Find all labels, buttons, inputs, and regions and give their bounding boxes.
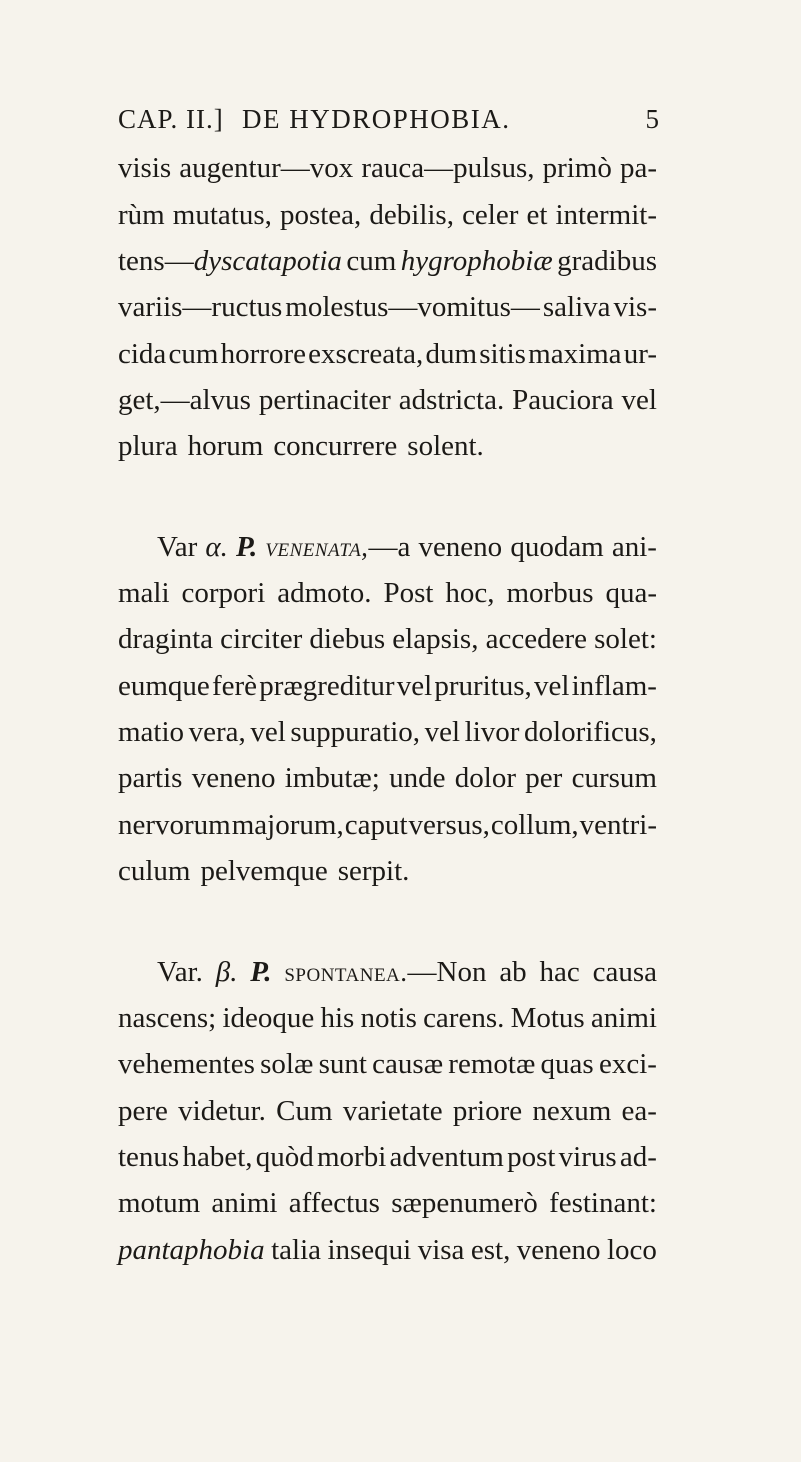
text-line <box>118 146 657 190</box>
word: remotæ <box>448 1048 536 1080</box>
word: affectus <box>288 1187 380 1219</box>
word: maxima <box>528 338 622 370</box>
word: sunt <box>318 1048 367 1080</box>
word: Pauciora <box>512 384 614 416</box>
genus-abbreviation: P. <box>250 956 272 988</box>
word: versus, <box>408 809 490 841</box>
word: quòd <box>255 1141 314 1173</box>
word: hoc, <box>445 577 495 609</box>
word: carens. <box>423 1002 505 1034</box>
word: varietate <box>342 1095 443 1127</box>
word: rùm <box>118 199 165 231</box>
text-line <box>118 332 657 376</box>
word-group <box>118 239 342 283</box>
word: exci- <box>598 1048 657 1080</box>
word: augentur—vox <box>179 152 354 184</box>
word: et <box>526 199 548 231</box>
word: vera, <box>188 716 246 748</box>
word: per <box>525 762 563 794</box>
word: qua- <box>605 577 657 609</box>
word: saliva <box>542 291 611 323</box>
word: admoto. <box>277 577 372 609</box>
word: collum, <box>490 809 579 841</box>
word: Cum <box>276 1095 333 1127</box>
word: quas <box>540 1048 594 1080</box>
word: causa <box>592 956 657 988</box>
page-number: 5 <box>645 104 660 134</box>
word: horrore <box>220 338 306 370</box>
genus-abbreviation: P. <box>236 531 258 563</box>
word: accedere <box>485 623 587 655</box>
word: partis <box>118 762 183 794</box>
variety-name: spontanea. <box>284 957 408 987</box>
word: ideoque <box>222 1002 315 1034</box>
word: Var. <box>157 956 203 988</box>
word: sæpenumerò <box>391 1187 538 1219</box>
word: horum <box>187 430 264 462</box>
word: dolorificus, <box>524 716 657 748</box>
word: solet: <box>594 623 657 655</box>
word: tens— <box>118 245 194 277</box>
text-line <box>118 285 657 329</box>
word: visis <box>118 152 172 184</box>
text-line <box>118 571 657 615</box>
text-line <box>118 1228 657 1272</box>
word-group <box>265 525 410 569</box>
word: visa <box>417 1234 465 1266</box>
word: prægreditur <box>259 670 395 702</box>
word: imbutæ; <box>284 762 380 794</box>
word: culum <box>118 855 191 887</box>
word: vehementes <box>118 1048 255 1080</box>
word: nascens; <box>118 1002 217 1034</box>
word: cum <box>168 338 219 370</box>
word: primò <box>542 152 612 184</box>
word: notis <box>360 1002 417 1034</box>
word: animi <box>590 1002 657 1034</box>
word: serpit. <box>337 855 410 887</box>
running-head <box>118 104 660 144</box>
word: habet, <box>182 1141 253 1173</box>
word: celer <box>462 199 519 231</box>
word: pere <box>118 1095 168 1127</box>
word: cida <box>118 338 167 370</box>
word: pa- <box>619 152 657 184</box>
word: adventum <box>389 1141 504 1173</box>
word: majorum, <box>231 809 344 841</box>
word: morbus <box>506 577 594 609</box>
word: ur- <box>623 338 657 370</box>
word: unde <box>389 762 446 794</box>
word: elapsis, <box>392 623 479 655</box>
word: vel <box>533 670 570 702</box>
text-line <box>118 1181 657 1225</box>
word: animi <box>211 1187 278 1219</box>
word: vel <box>250 716 286 748</box>
word: veneno <box>418 531 503 563</box>
text-line <box>118 664 657 708</box>
word: vis- <box>613 291 657 323</box>
word: ad- <box>619 1141 657 1173</box>
word: est, <box>470 1234 511 1266</box>
running-title: DE HYDROPHOBIA. <box>242 104 511 134</box>
word: —Non <box>407 956 487 988</box>
word: priore <box>452 1095 523 1127</box>
word: post <box>507 1141 556 1173</box>
word: nervorum <box>118 809 231 841</box>
word: talia <box>271 1234 321 1266</box>
word: circiter <box>220 623 303 655</box>
word: morbi <box>316 1141 387 1173</box>
word: postea, <box>279 199 362 231</box>
text-line <box>118 803 657 847</box>
text-line <box>118 756 657 800</box>
word: festinant: <box>549 1187 657 1219</box>
word: Var <box>157 531 198 563</box>
word: vel <box>424 716 461 748</box>
text-line <box>118 378 657 422</box>
word: cum <box>346 245 397 277</box>
word: diebus <box>309 623 386 655</box>
word: plura <box>118 430 178 462</box>
word: ea- <box>621 1095 657 1127</box>
word: mutatus, <box>172 199 272 231</box>
word: molestus—vomitus— <box>285 291 540 323</box>
word: ferè <box>211 670 258 702</box>
word: solæ <box>260 1048 314 1080</box>
word: quodam <box>510 531 604 563</box>
word: exscreata, <box>308 338 424 370</box>
word: adstricta. <box>398 384 505 416</box>
text-line <box>157 950 657 994</box>
text-line <box>118 1089 657 1133</box>
word-group <box>284 950 486 994</box>
word: intermit- <box>555 199 657 231</box>
text-line <box>118 239 657 283</box>
word: variis—ructus <box>118 291 283 323</box>
variety-letter: β. <box>215 956 238 988</box>
word: his <box>320 1002 355 1034</box>
text-line <box>118 193 657 237</box>
word: dolor <box>454 762 516 794</box>
word: livor <box>464 716 520 748</box>
text-line <box>118 1042 657 1086</box>
word: veneno <box>516 1234 601 1266</box>
word: ani- <box>611 531 657 563</box>
word: virus <box>558 1141 617 1173</box>
text-line <box>118 996 657 1040</box>
word: pruritus, <box>434 670 532 702</box>
word: ventri- <box>579 809 657 841</box>
word: mali <box>118 577 170 609</box>
word: causæ <box>372 1048 444 1080</box>
word: loco <box>606 1234 657 1266</box>
word: get,—alvus <box>118 384 251 416</box>
word: matio <box>118 716 185 748</box>
word: vel <box>396 670 433 702</box>
word: rauca—pulsus, <box>361 152 535 184</box>
text-line <box>118 617 657 661</box>
word: ab <box>499 956 527 988</box>
word: veneno <box>191 762 276 794</box>
word: dum <box>425 338 478 370</box>
text-line <box>118 424 657 468</box>
word: caput <box>344 809 408 841</box>
word: hac <box>539 956 580 988</box>
word: cursum <box>571 762 657 794</box>
word: videtur. <box>178 1095 266 1127</box>
word: sitis <box>479 338 526 370</box>
word: vel <box>621 384 657 416</box>
word: —a <box>368 531 411 563</box>
word: motum <box>118 1187 201 1219</box>
chapter-reference: CAP. II.] <box>118 104 224 134</box>
text-line <box>118 1135 657 1179</box>
word: inflam- <box>571 670 657 702</box>
word: Post <box>383 577 434 609</box>
word: pelvemque <box>200 855 328 887</box>
word: eumque <box>118 670 210 702</box>
variety-letter: α. <box>205 531 228 563</box>
variety-name: venenata, <box>265 532 369 562</box>
word: pertinaciter <box>258 384 391 416</box>
word: draginta <box>118 623 214 655</box>
word: insequi <box>327 1234 412 1266</box>
text-line <box>118 710 657 754</box>
word: corpori <box>181 577 266 609</box>
word: gradibus <box>557 245 657 277</box>
word: tenus <box>118 1141 180 1173</box>
text-line <box>157 525 657 569</box>
italic-term: dyscatapotia <box>193 245 342 277</box>
word: concurrere <box>273 430 398 462</box>
word: suppuratio, <box>290 716 421 748</box>
word: nexum <box>532 1095 612 1127</box>
word: Motus <box>510 1002 585 1034</box>
word: debilis, <box>369 199 454 231</box>
word: solent. <box>407 430 484 462</box>
text-line <box>118 849 657 893</box>
italic-term: pantaphobia <box>118 1234 265 1266</box>
italic-term: hygrophobiæ <box>400 245 553 277</box>
